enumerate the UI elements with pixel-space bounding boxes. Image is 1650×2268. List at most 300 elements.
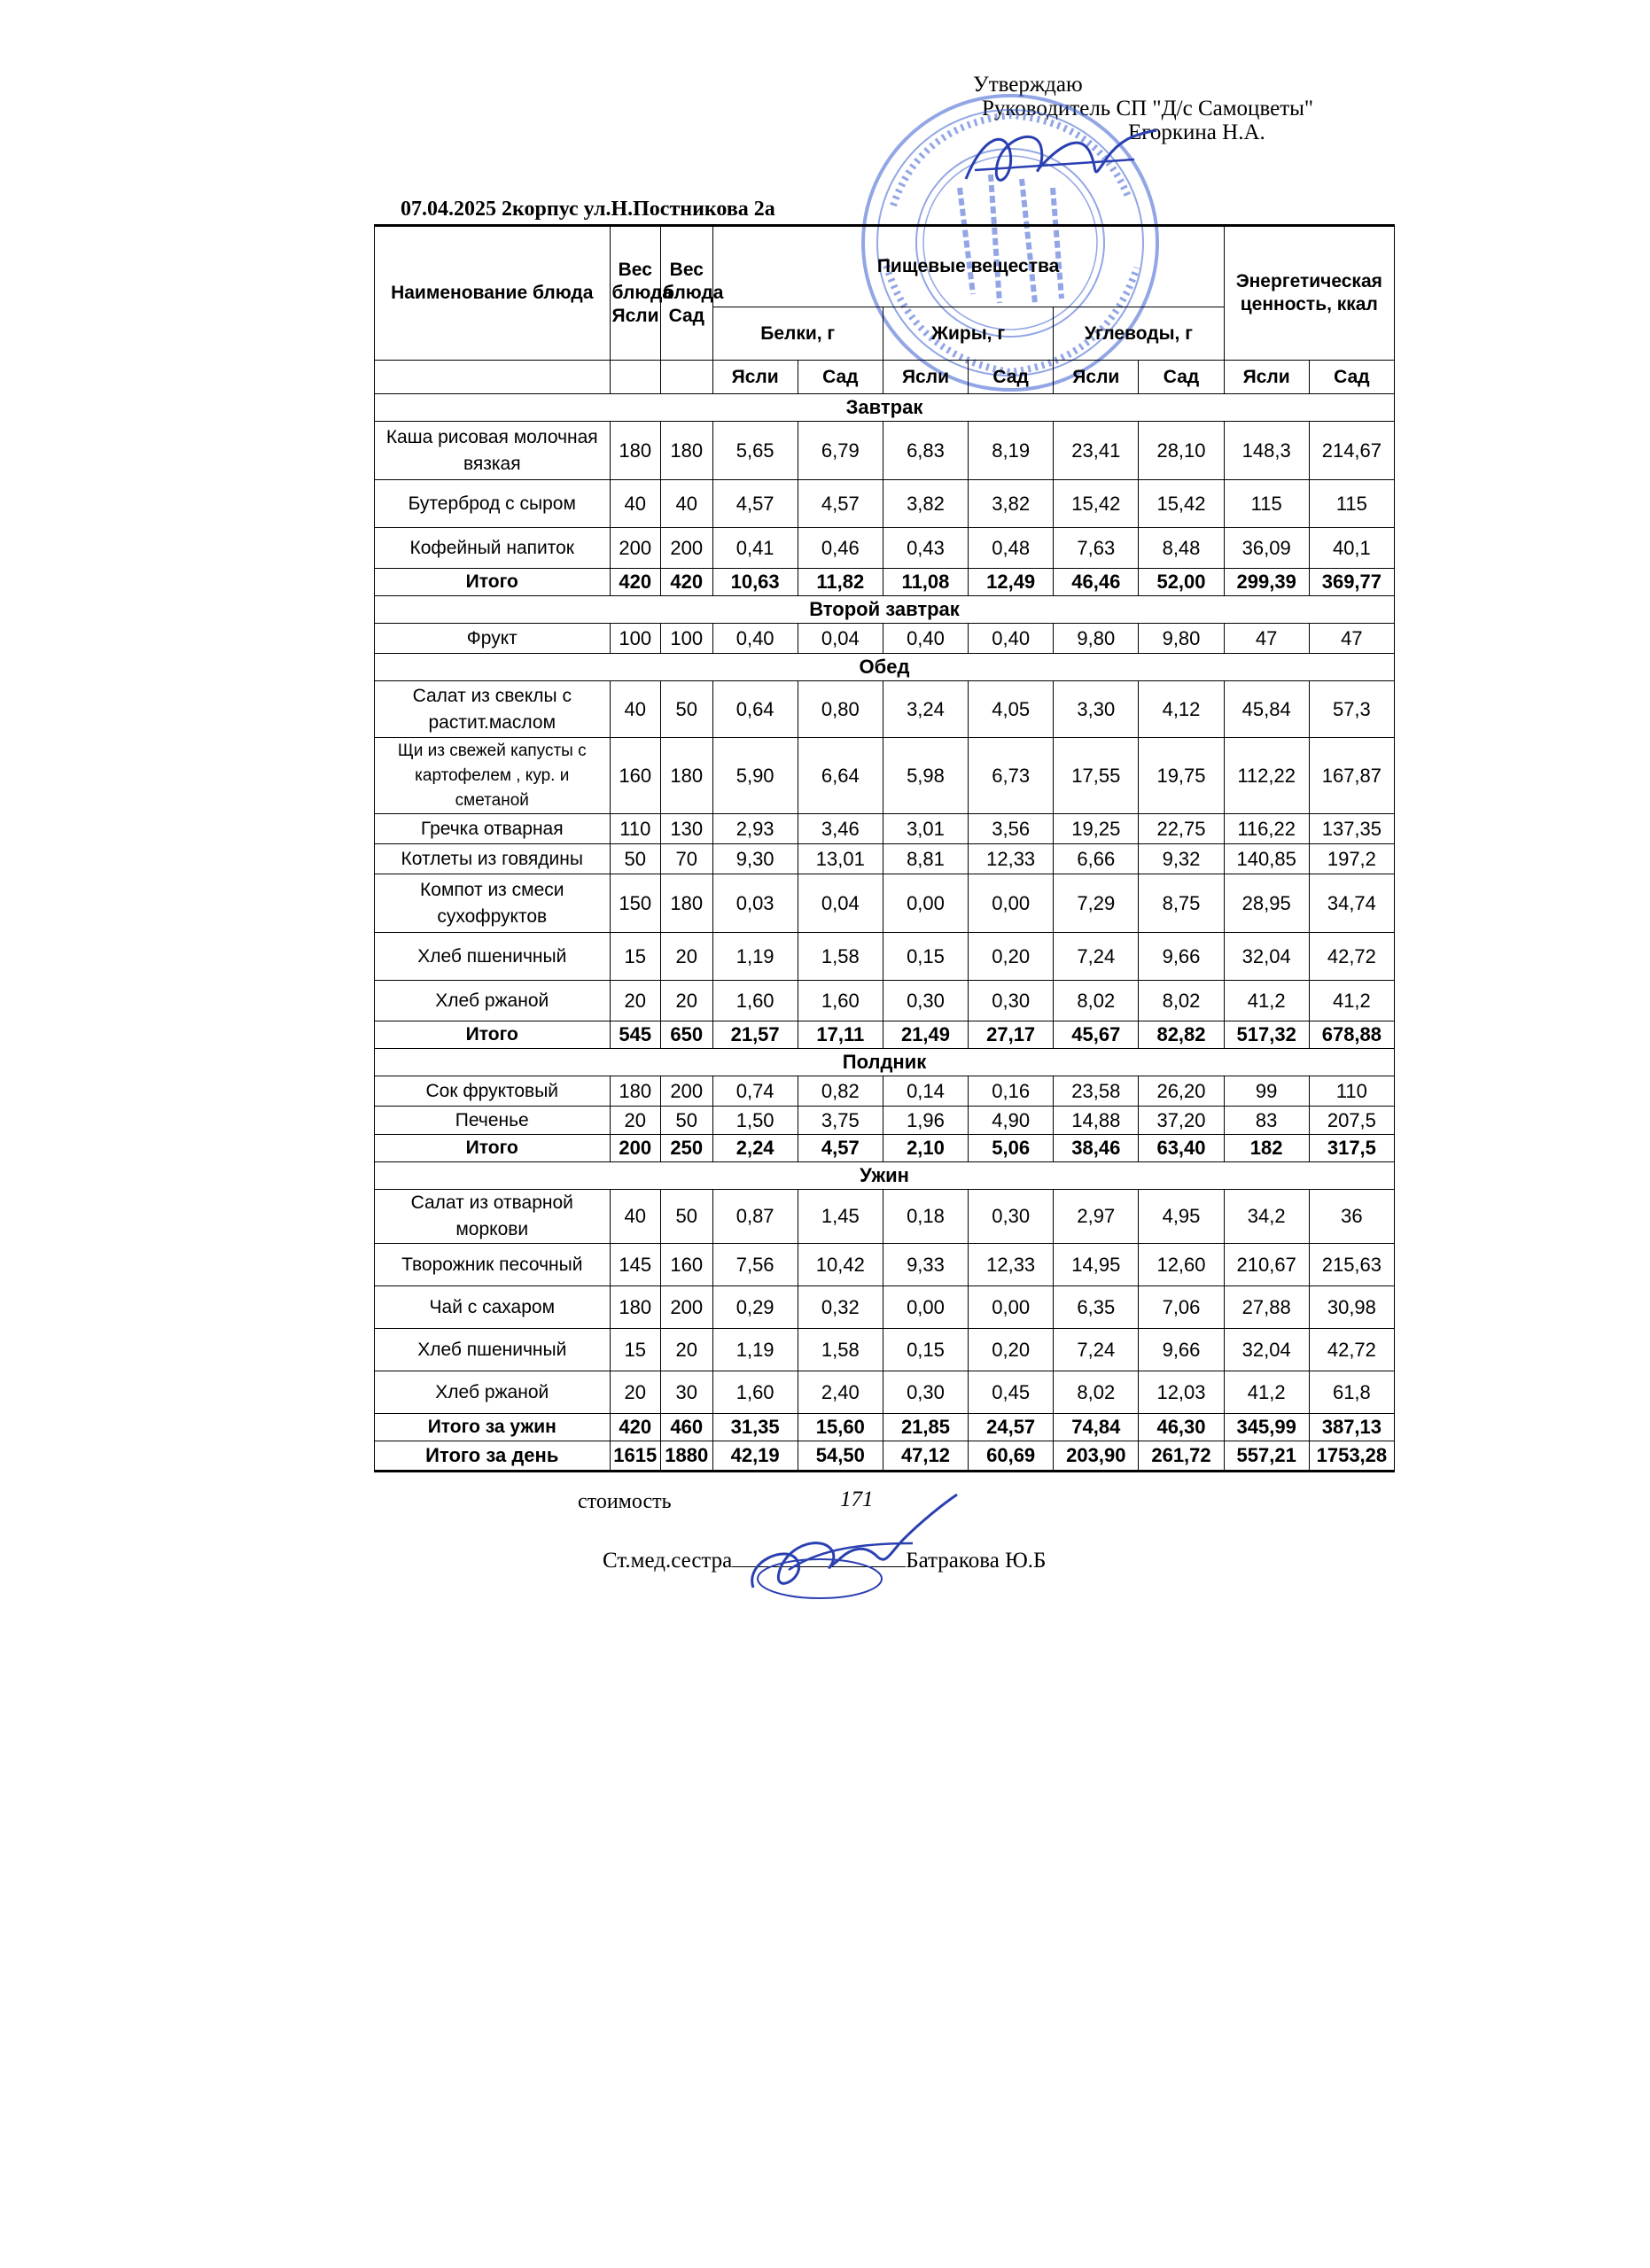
value-cell: 160 — [661, 1244, 713, 1286]
nurse-name: Батракова Ю.Б — [906, 1549, 1047, 1573]
value-cell: 2,97 — [1054, 1190, 1139, 1244]
value-cell: 14,88 — [1054, 1107, 1139, 1135]
value-cell: 180 — [661, 738, 713, 814]
value-cell: 26,20 — [1139, 1076, 1224, 1107]
col-header-carbs: Углеводы, г — [1054, 307, 1224, 361]
value-cell: 8,02 — [1054, 1371, 1139, 1414]
value-cell: 50 — [610, 844, 660, 874]
dish-name: Салат из отварной моркови — [375, 1190, 611, 1244]
value-cell: 2,93 — [712, 814, 798, 844]
value-cell: 3,75 — [798, 1107, 883, 1135]
value-cell: 0,80 — [798, 681, 883, 738]
value-cell: 5,06 — [969, 1135, 1054, 1162]
value-cell: 180 — [661, 422, 713, 480]
value-cell: 50 — [661, 1107, 713, 1135]
subheader-kg: Сад — [1309, 361, 1394, 394]
value-cell: 0,41 — [712, 528, 798, 569]
value-cell: 0,29 — [712, 1286, 798, 1329]
value-cell: 1615 — [610, 1441, 660, 1472]
value-cell: 261,72 — [1139, 1441, 1224, 1472]
value-cell: 8,48 — [1139, 528, 1224, 569]
value-cell: 200 — [661, 1286, 713, 1329]
value-cell: 6,73 — [969, 738, 1054, 814]
value-cell: 1,60 — [712, 1371, 798, 1414]
value-cell: 15,42 — [1054, 480, 1139, 528]
dish-name: Чай с сахаром — [375, 1286, 611, 1329]
dish-row — [375, 874, 1395, 933]
value-cell: 11,08 — [883, 569, 968, 596]
section-row — [375, 394, 1395, 422]
value-cell: 40 — [610, 681, 660, 738]
col-header-nutrients: Пищевые вещества — [712, 226, 1224, 307]
value-cell: 10,42 — [798, 1244, 883, 1286]
value-cell: 214,67 — [1309, 422, 1394, 480]
value-cell: 180 — [610, 1076, 660, 1107]
value-cell: 4,05 — [969, 681, 1054, 738]
dish-row — [375, 933, 1395, 981]
value-cell: 20 — [610, 981, 660, 1021]
value-cell: 180 — [661, 874, 713, 933]
value-cell: 36 — [1309, 1190, 1394, 1244]
value-cell: 2,40 — [798, 1371, 883, 1414]
value-cell: 6,66 — [1054, 844, 1139, 874]
value-cell: 460 — [661, 1414, 713, 1441]
value-cell: 8,02 — [1139, 981, 1224, 1021]
value-cell: 7,24 — [1054, 933, 1139, 981]
value-cell: 14,95 — [1054, 1244, 1139, 1286]
value-cell: 0,04 — [798, 874, 883, 933]
approval-label: Утверждаю — [973, 73, 1083, 97]
value-cell: 200 — [610, 1135, 660, 1162]
value-cell: 0,04 — [798, 624, 883, 654]
value-cell: 9,32 — [1139, 844, 1224, 874]
value-cell: 420 — [661, 569, 713, 596]
value-cell: 57,3 — [1309, 681, 1394, 738]
value-cell: 15,60 — [798, 1414, 883, 1441]
value-cell: 0,30 — [969, 981, 1054, 1021]
dish-name: Итого за ужин — [375, 1414, 611, 1441]
dish-name: Сок фруктовый — [375, 1076, 611, 1107]
value-cell: 6,35 — [1054, 1286, 1139, 1329]
value-cell: 34,74 — [1309, 874, 1394, 933]
col-header-energy: Энергетическая ценность, ккал — [1224, 226, 1394, 361]
dish-row — [375, 480, 1395, 528]
value-cell: 9,30 — [712, 844, 798, 874]
value-cell: 8,81 — [883, 844, 968, 874]
menu-table — [374, 224, 1395, 1472]
value-cell: 50 — [661, 1190, 713, 1244]
value-cell: 3,82 — [883, 480, 968, 528]
value-cell: 145 — [610, 1244, 660, 1286]
value-cell: 0,03 — [712, 874, 798, 933]
dish-row — [375, 738, 1395, 814]
value-cell: 32,04 — [1224, 1329, 1309, 1371]
dish-name: Каша рисовая молочная вязкая — [375, 422, 611, 480]
total-row — [375, 1021, 1395, 1049]
value-cell: 21,57 — [712, 1021, 798, 1049]
value-cell: 32,04 — [1224, 933, 1309, 981]
value-cell: 20 — [661, 1329, 713, 1371]
subheader-kg: Сад — [969, 361, 1054, 394]
value-cell: 0,64 — [712, 681, 798, 738]
value-cell: 0,15 — [883, 1329, 968, 1371]
value-cell: 63,40 — [1139, 1135, 1224, 1162]
value-cell: 250 — [661, 1135, 713, 1162]
value-cell: 4,57 — [712, 480, 798, 528]
dish-row — [375, 1286, 1395, 1329]
value-cell: 0,74 — [712, 1076, 798, 1107]
col-header-name: Наименование блюда — [375, 226, 611, 361]
dish-name: Гречка отварная — [375, 814, 611, 844]
value-cell: 2,24 — [712, 1135, 798, 1162]
dish-row — [375, 1107, 1395, 1135]
value-cell: 42,19 — [712, 1441, 798, 1472]
value-cell: 317,5 — [1309, 1135, 1394, 1162]
value-cell: 15 — [610, 933, 660, 981]
value-cell: 115 — [1224, 480, 1309, 528]
col-header-weight-kg: Вес блюда Сад — [661, 226, 713, 361]
value-cell: 22,75 — [1139, 814, 1224, 844]
value-cell: 110 — [610, 814, 660, 844]
section-row — [375, 1162, 1395, 1190]
value-cell: 30 — [661, 1371, 713, 1414]
value-cell: 4,12 — [1139, 681, 1224, 738]
value-cell: 3,01 — [883, 814, 968, 844]
value-cell: 12,33 — [969, 1244, 1054, 1286]
value-cell: 0,00 — [969, 1286, 1054, 1329]
value-cell: 5,98 — [883, 738, 968, 814]
value-cell: 23,58 — [1054, 1076, 1139, 1107]
value-cell: 10,63 — [712, 569, 798, 596]
value-cell: 3,82 — [969, 480, 1054, 528]
value-cell: 3,56 — [969, 814, 1054, 844]
value-cell: 210,67 — [1224, 1244, 1309, 1286]
total-row — [375, 1135, 1395, 1162]
value-cell: 40 — [610, 480, 660, 528]
value-cell: 203,90 — [1054, 1441, 1139, 1472]
value-cell: 0,16 — [969, 1076, 1054, 1107]
value-cell: 150 — [610, 874, 660, 933]
value-cell: 21,49 — [883, 1021, 968, 1049]
value-cell: 0,43 — [883, 528, 968, 569]
value-cell: 17,11 — [798, 1021, 883, 1049]
value-cell: 140,85 — [1224, 844, 1309, 874]
value-cell: 42,72 — [1309, 1329, 1394, 1371]
value-cell: 182 — [1224, 1135, 1309, 1162]
value-cell: 1,60 — [798, 981, 883, 1021]
dish-name: Хлеб пшеничный — [375, 933, 611, 981]
value-cell: 678,88 — [1309, 1021, 1394, 1049]
value-cell: 115 — [1309, 480, 1394, 528]
value-cell: 5,65 — [712, 422, 798, 480]
value-cell: 47 — [1224, 624, 1309, 654]
value-cell: 0,32 — [798, 1286, 883, 1329]
value-cell: 345,99 — [1224, 1414, 1309, 1441]
value-cell: 1,19 — [712, 933, 798, 981]
value-cell: 5,90 — [712, 738, 798, 814]
approval-person: Егоркина Н.А. — [1128, 120, 1265, 144]
value-cell: 17,55 — [1054, 738, 1139, 814]
value-cell: 19,25 — [1054, 814, 1139, 844]
value-cell: 0,15 — [883, 933, 968, 981]
value-cell: 61,8 — [1309, 1371, 1394, 1414]
value-cell: 197,2 — [1309, 844, 1394, 874]
value-cell: 28,95 — [1224, 874, 1309, 933]
value-cell: 99 — [1224, 1076, 1309, 1107]
value-cell: 4,90 — [969, 1107, 1054, 1135]
value-cell: 137,35 — [1309, 814, 1394, 844]
value-cell: 36,09 — [1224, 528, 1309, 569]
value-cell: 15 — [610, 1329, 660, 1371]
value-cell: 4,57 — [798, 480, 883, 528]
subheader-nursery: Ясли — [1054, 361, 1139, 394]
value-cell: 24,57 — [969, 1414, 1054, 1441]
value-cell: 0,40 — [712, 624, 798, 654]
value-cell: 0,46 — [798, 528, 883, 569]
value-cell: 0,00 — [969, 874, 1054, 933]
value-cell: 180 — [610, 1286, 660, 1329]
dish-name: Кофейный напиток — [375, 528, 611, 569]
value-cell: 47 — [1309, 624, 1394, 654]
value-cell: 0,20 — [969, 933, 1054, 981]
value-cell: 1880 — [661, 1441, 713, 1472]
value-cell: 160 — [610, 738, 660, 814]
value-cell: 2,10 — [883, 1135, 968, 1162]
value-cell: 83 — [1224, 1107, 1309, 1135]
value-cell: 7,63 — [1054, 528, 1139, 569]
dish-row — [375, 1329, 1395, 1371]
section-title: Полдник — [375, 1049, 1395, 1076]
value-cell: 650 — [661, 1021, 713, 1049]
value-cell: 6,79 — [798, 422, 883, 480]
value-cell: 207,5 — [1309, 1107, 1394, 1135]
value-cell: 6,64 — [798, 738, 883, 814]
value-cell: 82,82 — [1139, 1021, 1224, 1049]
dish-row — [375, 1076, 1395, 1107]
value-cell: 1,50 — [712, 1107, 798, 1135]
value-cell: 0,30 — [969, 1190, 1054, 1244]
value-cell: 0,00 — [883, 1286, 968, 1329]
dish-name: Печенье — [375, 1107, 611, 1135]
value-cell: 40,1 — [1309, 528, 1394, 569]
value-cell: 12,33 — [969, 844, 1054, 874]
value-cell: 215,63 — [1309, 1244, 1394, 1286]
section-title: Завтрак — [375, 394, 1395, 422]
value-cell: 8,02 — [1054, 981, 1139, 1021]
value-cell: 13,01 — [798, 844, 883, 874]
value-cell: 1,96 — [883, 1107, 968, 1135]
value-cell: 9,66 — [1139, 1329, 1224, 1371]
value-cell: 42,72 — [1309, 933, 1394, 981]
value-cell: 11,82 — [798, 569, 883, 596]
cost-block — [578, 1487, 874, 1514]
value-cell: 3,30 — [1054, 681, 1139, 738]
value-cell: 112,22 — [1224, 738, 1309, 814]
value-cell: 41,2 — [1224, 981, 1309, 1021]
value-cell: 1,19 — [712, 1329, 798, 1371]
value-cell: 20 — [610, 1371, 660, 1414]
value-cell: 0,40 — [969, 624, 1054, 654]
value-cell: 50 — [661, 681, 713, 738]
value-cell: 387,13 — [1309, 1414, 1394, 1441]
day-total-label: Итого за день — [375, 1441, 611, 1472]
value-cell: 1,45 — [798, 1190, 883, 1244]
value-cell: 12,03 — [1139, 1371, 1224, 1414]
dish-name: Итого — [375, 1021, 611, 1049]
value-cell: 7,06 — [1139, 1286, 1224, 1329]
value-cell: 110 — [1309, 1076, 1394, 1107]
col-header-fat: Жиры, г — [883, 307, 1053, 361]
section-row — [375, 1049, 1395, 1076]
value-cell: 0,00 — [883, 874, 968, 933]
dish-name: Щи из свежей капусты с картофелем , кур. и сметаной — [375, 738, 611, 814]
dish-row — [375, 681, 1395, 738]
value-cell: 7,29 — [1054, 874, 1139, 933]
value-cell: 28,10 — [1139, 422, 1224, 480]
col-header-protein: Белки, г — [712, 307, 883, 361]
value-cell: 167,87 — [1309, 738, 1394, 814]
value-cell: 3,46 — [798, 814, 883, 844]
value-cell: 1,58 — [798, 933, 883, 981]
section-row — [375, 596, 1395, 624]
value-cell: 37,20 — [1139, 1107, 1224, 1135]
value-cell: 34,2 — [1224, 1190, 1309, 1244]
value-cell: 180 — [610, 422, 660, 480]
total-row — [375, 1414, 1395, 1441]
dish-row — [375, 1190, 1395, 1244]
value-cell: 70 — [661, 844, 713, 874]
value-cell: 12,49 — [969, 569, 1054, 596]
value-cell: 47,12 — [883, 1441, 968, 1472]
value-cell: 20 — [610, 1107, 660, 1135]
value-cell: 9,80 — [1054, 624, 1139, 654]
subheader-nursery: Ясли — [712, 361, 798, 394]
value-cell: 0,30 — [883, 1371, 968, 1414]
dish-row — [375, 528, 1395, 569]
value-cell: 40 — [610, 1190, 660, 1244]
value-cell: 8,75 — [1139, 874, 1224, 933]
value-cell: 4,57 — [798, 1135, 883, 1162]
value-cell: 31,35 — [712, 1414, 798, 1441]
value-cell: 9,80 — [1139, 624, 1224, 654]
approval-signature-icon — [957, 117, 1161, 201]
value-cell: 545 — [610, 1021, 660, 1049]
subheader-nursery: Ясли — [883, 361, 968, 394]
value-cell: 100 — [661, 624, 713, 654]
dish-name: Салат из свеклы с растит.маслом — [375, 681, 611, 738]
value-cell: 41,2 — [1309, 981, 1394, 1021]
dish-name: Фрукт — [375, 624, 611, 654]
dish-name: Итого — [375, 1135, 611, 1162]
subheader-nursery: Ясли — [1224, 361, 1309, 394]
value-cell: 3,24 — [883, 681, 968, 738]
value-cell: 74,84 — [1054, 1414, 1139, 1441]
dish-row — [375, 624, 1395, 654]
value-cell: 41,2 — [1224, 1371, 1309, 1414]
value-cell: 420 — [610, 1414, 660, 1441]
nurse-label: Ст.мед.сестра — [603, 1549, 733, 1573]
value-cell: 15,42 — [1139, 480, 1224, 528]
value-cell: 8,19 — [969, 422, 1054, 480]
value-cell: 54,50 — [798, 1441, 883, 1472]
value-cell: 60,69 — [969, 1441, 1054, 1472]
value-cell: 130 — [661, 814, 713, 844]
value-cell: 116,22 — [1224, 814, 1309, 844]
menu-table-body — [375, 394, 1395, 1472]
value-cell: 38,46 — [1054, 1135, 1139, 1162]
value-cell: 46,30 — [1139, 1414, 1224, 1441]
dish-name: Хлеб ржаной — [375, 1371, 611, 1414]
value-cell: 299,39 — [1224, 569, 1309, 596]
value-cell: 27,88 — [1224, 1286, 1309, 1329]
subheader-kg: Сад — [1139, 361, 1224, 394]
document-title: 07.04.2025 2корпус ул.Н.Постникова 2а — [401, 198, 775, 221]
value-cell: 0,82 — [798, 1076, 883, 1107]
value-cell: 27,17 — [969, 1021, 1054, 1049]
nurse-signature-icon — [735, 1490, 966, 1605]
dish-row — [375, 981, 1395, 1021]
value-cell: 0,45 — [969, 1371, 1054, 1414]
dish-row — [375, 1244, 1395, 1286]
dish-row — [375, 814, 1395, 844]
value-cell: 52,00 — [1139, 569, 1224, 596]
value-cell: 12,60 — [1139, 1244, 1224, 1286]
value-cell: 517,32 — [1224, 1021, 1309, 1049]
col-header-weight-nursery: Вес блюда Ясли — [610, 226, 660, 361]
value-cell: 9,33 — [883, 1244, 968, 1286]
value-cell: 100 — [610, 624, 660, 654]
section-row — [375, 654, 1395, 681]
dish-row — [375, 1371, 1395, 1414]
section-title: Ужин — [375, 1162, 1395, 1190]
value-cell: 148,3 — [1224, 422, 1309, 480]
value-cell: 1,60 — [712, 981, 798, 1021]
cost-value: 171 — [840, 1487, 874, 1511]
value-cell: 1,58 — [798, 1329, 883, 1371]
value-cell: 19,75 — [1139, 738, 1224, 814]
value-cell: 9,66 — [1139, 933, 1224, 981]
value-cell: 21,85 — [883, 1414, 968, 1441]
value-cell: 420 — [610, 569, 660, 596]
value-cell: 20 — [661, 981, 713, 1021]
value-cell: 30,98 — [1309, 1286, 1394, 1329]
value-cell: 7,56 — [712, 1244, 798, 1286]
dish-row — [375, 844, 1395, 874]
section-title: Второй завтрак — [375, 596, 1395, 624]
value-cell: 0,30 — [883, 981, 968, 1021]
value-cell: 200 — [661, 1076, 713, 1107]
value-cell: 0,40 — [883, 624, 968, 654]
day-total-row — [375, 1441, 1395, 1472]
dish-name: Итого — [375, 569, 611, 596]
total-row — [375, 569, 1395, 596]
dish-name: Компот из смеси сухофруктов — [375, 874, 611, 933]
value-cell: 6,83 — [883, 422, 968, 480]
value-cell: 0,14 — [883, 1076, 968, 1107]
value-cell: 45,67 — [1054, 1021, 1139, 1049]
value-cell: 45,84 — [1224, 681, 1309, 738]
value-cell: 20 — [661, 933, 713, 981]
dish-name: Хлеб ржаной — [375, 981, 611, 1021]
cost-label: стоимость — [578, 1490, 672, 1513]
approval-position: Руководитель СП "Д/с Самоцветы" — [982, 97, 1314, 120]
value-cell: 369,77 — [1309, 569, 1394, 596]
dish-name: Котлеты из говядины — [375, 844, 611, 874]
value-cell: 23,41 — [1054, 422, 1139, 480]
dish-name: Творожник песочный — [375, 1244, 611, 1286]
value-cell: 1753,28 — [1309, 1441, 1394, 1472]
value-cell: 0,18 — [883, 1190, 968, 1244]
